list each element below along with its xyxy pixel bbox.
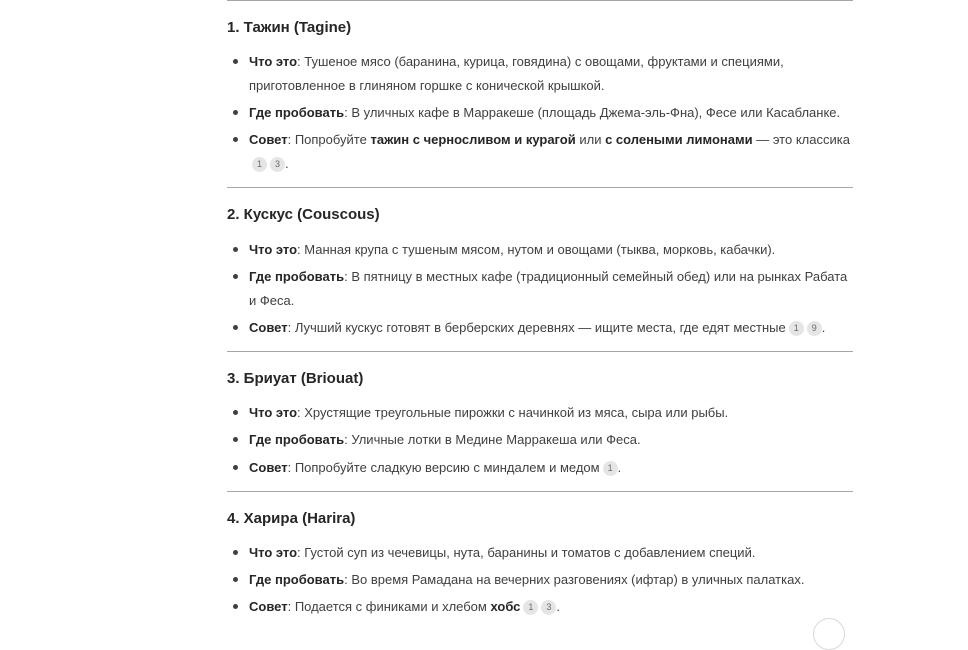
bullet-icon (233, 274, 238, 279)
section-heading-briouat: 3. Бриуат (Briouat) (227, 370, 364, 387)
item-label: Где пробовать (249, 269, 345, 284)
list-item-what: Что это: Хрустящие треугольные пирожки с начинкой из мяса, сыра или рыбы. (249, 401, 853, 425)
divider (227, 491, 853, 492)
list-item-tip: Совет: Попробуйте тажин с черносливом и курагой или с солеными лимонами — это классика1 3 . (249, 128, 853, 176)
item-text: Густой суп из чечевицы, нута, баранины и томатов с добавлением специй. (304, 545, 756, 560)
divider (227, 0, 853, 1)
item-label: Что это (249, 242, 298, 257)
item-text: Хрустящие треугольные пирожки с начинкой из мяса, сыра или рыбы. (304, 405, 729, 420)
bullet-icon (233, 137, 238, 142)
citation-badge[interactable]: 1 (789, 321, 804, 336)
section-heading-harira: 4. Харира (Harira) (227, 510, 356, 527)
divider (227, 187, 853, 188)
list-item-what: Что это: Манная крупа с тушеным мясом, нутом и овощами (тыква, морковь, кабачки). (249, 238, 853, 262)
item-text: Тушеное мясо (баранина, курица, говядина) с овощами, фруктами и специями, приготовленное в глиняном горшке с конической крышкой. (249, 54, 784, 93)
bullet-icon (233, 325, 238, 330)
list-item-what: Что это: Густой суп из чечевицы, нута, баранины и томатов с добавлением специй. (249, 541, 853, 565)
item-label: Что это (249, 405, 298, 420)
section-heading-tagine: 1. Тажин (Tagine) (227, 19, 352, 36)
bullet-icon (233, 410, 238, 415)
item-label: Совет (249, 132, 288, 147)
bullet-icon (233, 465, 238, 470)
item-text: Во время Рамадана на вечерних разговениях (ифтар) в уличных палатках. (351, 572, 805, 587)
bullet-icon (233, 247, 238, 252)
bullet-icon (233, 604, 238, 609)
item-label: Где пробовать (249, 105, 345, 120)
scroll-down-button[interactable] (813, 618, 845, 650)
citation-badge[interactable]: 1 (603, 461, 618, 476)
item-label: Что это (249, 545, 298, 560)
citation-badge[interactable]: 3 (270, 157, 285, 172)
bullet-icon (233, 59, 238, 64)
list-item-where: Где пробовать: В уличных кафе в Марракеше (площадь Джема-эль-Фна), Фесе или Касабланке. (249, 101, 853, 125)
list-item-what: Что это: Тушеное мясо (баранина, курица, говядина) с овощами, фруктами и специями, приготовленное в глиняном горшке с конической крышкой. (249, 50, 853, 98)
bullet-icon (233, 110, 238, 115)
list-item-tip: Совет: Попробуйте сладкую версию с миндалем и медом 1 . (249, 456, 853, 480)
item-label: Что это (249, 54, 298, 69)
item-label: Совет (249, 599, 288, 614)
list-item-where: Где пробовать: Во время Рамадана на вечерних разговениях (ифтар) в уличных палатках. (249, 568, 853, 592)
citation-badge[interactable]: 1 (523, 600, 538, 615)
list-item-where: Где пробовать: В пятницу в местных кафе (традиционный семейный обед) или на рынках Рабата и Феса. (249, 265, 853, 313)
citation-badge[interactable]: 1 (252, 157, 267, 172)
item-text: Уличные лотки в Медине Марракеша или Феса. (351, 432, 641, 447)
bullet-icon (233, 550, 238, 555)
bullet-icon (233, 437, 238, 442)
item-text: В пятницу в местных кафе (традиционный семейный обед) или на рынках Рабата и Феса. (249, 269, 848, 308)
item-text: В уличных кафе в Марракеше (площадь Джема-эль-Фна), Фесе или Касабланке. (351, 105, 841, 120)
item-label: Где пробовать (249, 572, 345, 587)
list-item-tip: Совет: Лучший кускус готовят в берберских деревнях — ищите места, где едят местные 1 9 . (249, 316, 853, 340)
list-item-where: Где пробовать: Уличные лотки в Медине Марракеша или Феса. (249, 428, 853, 452)
bullet-icon (233, 577, 238, 582)
divider (227, 351, 853, 352)
list-item-tip: Совет: Подается с финиками и хлебом хобс 1 3 . (249, 595, 853, 619)
item-label: Совет (249, 320, 288, 335)
section-heading-couscous: 2. Кускус (Couscous) (227, 206, 380, 223)
item-label: Где пробовать (249, 432, 345, 447)
item-label: Совет (249, 460, 288, 475)
citation-badge[interactable]: 3 (541, 600, 556, 615)
item-text: Манная крупа с тушеным мясом, нутом и овощами (тыква, морковь, кабачки). (304, 242, 776, 257)
citation-badge[interactable]: 9 (807, 321, 822, 336)
